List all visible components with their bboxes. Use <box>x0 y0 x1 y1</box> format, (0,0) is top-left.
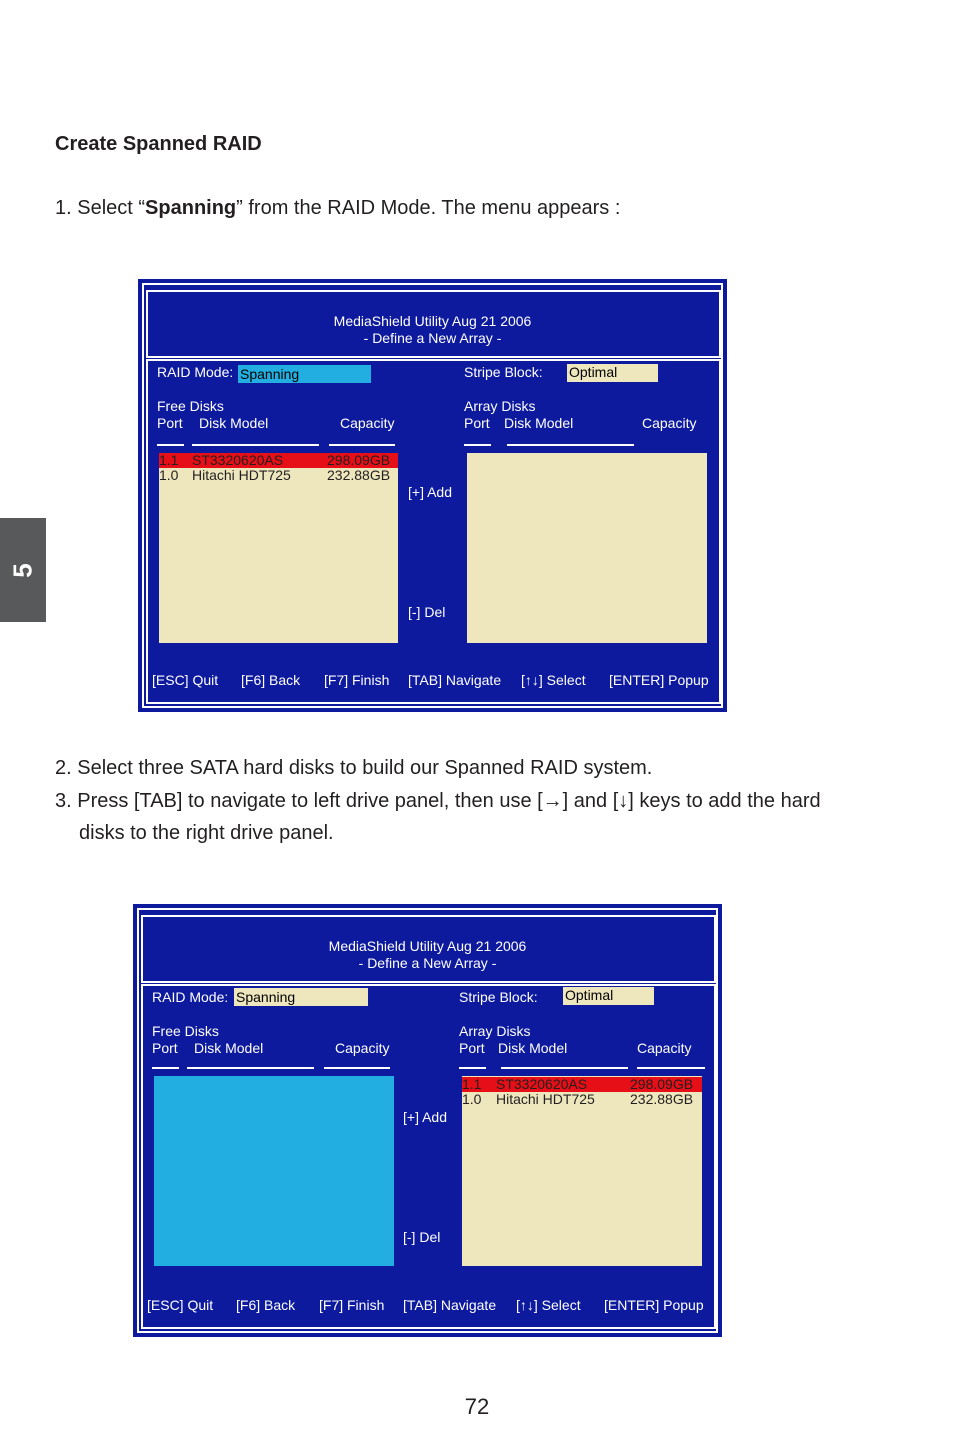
step-3-line-1: 3. Press [TAB] to navigate to left drive panel, then use [→] and [↓] keys to add the hard <box>55 790 821 812</box>
footer-f6: [F6] Back <box>241 672 301 688</box>
stripe-block-label: Stripe Block: <box>464 364 543 380</box>
array-disks-label: Array Disks <box>464 398 536 414</box>
underline <box>192 444 319 446</box>
array-col-capacity: Capacity <box>637 1040 692 1056</box>
stripe-block-value: Optimal <box>569 364 618 380</box>
add-button[interactable]: [+] Add <box>408 484 452 500</box>
footer-f7: [F7] Finish <box>319 1297 385 1313</box>
raid-mode-label: RAID Mode: <box>152 989 229 1005</box>
raid-mode-field[interactable] <box>234 988 368 1006</box>
underline <box>507 444 634 446</box>
chapter-number: 5 <box>7 562 38 578</box>
utility-title: MediaShield Utility Aug 21 2006 <box>333 313 532 329</box>
step-1 <box>55 192 620 224</box>
array-col-port: Port <box>459 1040 485 1056</box>
footer-tab: [TAB] Navigate <box>408 672 502 688</box>
footer-tab: [TAB] Navigate <box>403 1297 497 1313</box>
array-disks-panel[interactable] <box>467 453 707 643</box>
underline <box>152 1067 179 1069</box>
disk-row[interactable]: 1.0 Hitachi HDT725 232.88GB <box>159 467 391 483</box>
array-disks-label: Array Disks <box>459 1023 531 1039</box>
chapter-tab <box>0 518 46 622</box>
free-disks-panel[interactable] <box>154 1076 394 1266</box>
disk-row[interactable]: 1.1 ST3320620AS 298.09GB <box>159 453 398 468</box>
raid-mode-field[interactable] <box>238 365 371 383</box>
step-1-before: 1. Select “ <box>55 197 146 219</box>
section-heading: Create Spanned RAID <box>55 133 262 155</box>
array-disks-panel[interactable] <box>462 1076 702 1266</box>
utility-subtitle: - Define a New Array - <box>363 330 502 346</box>
footer-enter: [ENTER] Popup <box>604 1297 704 1313</box>
footer-f6: [F6] Back <box>236 1297 296 1313</box>
footer-select: [↑↓] Select <box>516 1297 581 1313</box>
underline <box>459 1067 486 1069</box>
bios-screen-2 <box>133 904 722 1337</box>
footer-enter: [ENTER] Popup <box>609 672 709 688</box>
free-disks-label: Free Disks <box>152 1023 219 1039</box>
del-button[interactable]: [-] Del <box>403 1229 441 1245</box>
underline <box>464 444 491 446</box>
free-disks-label: Free Disks <box>157 398 224 414</box>
underline <box>329 444 395 446</box>
free-col-model: Disk Model <box>199 415 269 431</box>
disk-row[interactable]: 1.1 ST3320620AS 298.09GB <box>462 1077 702 1092</box>
footer-f7: [F7] Finish <box>324 672 390 688</box>
free-disks-panel[interactable] <box>159 453 398 643</box>
add-button[interactable]: [+] Add <box>403 1109 447 1125</box>
step-1-after: ” from the RAID Mode. The menu appears : <box>236 197 621 219</box>
underline <box>187 1067 314 1069</box>
raid-mode-value: Spanning <box>236 989 296 1005</box>
underline <box>157 444 184 446</box>
del-button[interactable]: [-] Del <box>408 604 446 620</box>
footer-esc: [ESC] Quit <box>152 672 219 688</box>
stripe-block-field[interactable] <box>567 364 658 382</box>
stripe-block-value: Optimal <box>565 987 614 1003</box>
footer-select: [↑↓] Select <box>521 672 586 688</box>
bios-screen-1 <box>138 279 727 712</box>
step-2: 2. Select three SATA hard disks to build our Spanned RAID system. <box>55 757 653 779</box>
array-col-capacity: Capacity <box>642 415 697 431</box>
step-3-line-2: disks to the right drive panel. <box>79 822 334 844</box>
raid-mode-label: RAID Mode: <box>157 364 234 380</box>
page-number: 72 <box>464 1394 490 1419</box>
underline <box>501 1067 628 1069</box>
free-col-port: Port <box>152 1040 178 1056</box>
array-col-port: Port <box>464 415 490 431</box>
free-col-model: Disk Model <box>194 1040 264 1056</box>
utility-title: MediaShield Utility Aug 21 2006 <box>328 938 527 954</box>
underline <box>637 1067 705 1069</box>
underline <box>324 1067 390 1069</box>
step-1-bold: Spanning <box>145 197 237 219</box>
disk-row[interactable]: 1.0 Hitachi HDT725 232.88GB <box>462 1091 694 1107</box>
free-col-capacity: Capacity <box>335 1040 390 1056</box>
footer-esc: [ESC] Quit <box>147 1297 214 1313</box>
stripe-block-field[interactable] <box>563 987 654 1005</box>
free-col-port: Port <box>157 415 183 431</box>
array-col-model: Disk Model <box>498 1040 568 1056</box>
stripe-block-label: Stripe Block: <box>459 989 538 1005</box>
free-col-capacity: Capacity <box>340 415 395 431</box>
array-col-model: Disk Model <box>504 415 574 431</box>
raid-mode-value: Spanning <box>240 366 300 382</box>
utility-subtitle: - Define a New Array - <box>358 955 497 971</box>
